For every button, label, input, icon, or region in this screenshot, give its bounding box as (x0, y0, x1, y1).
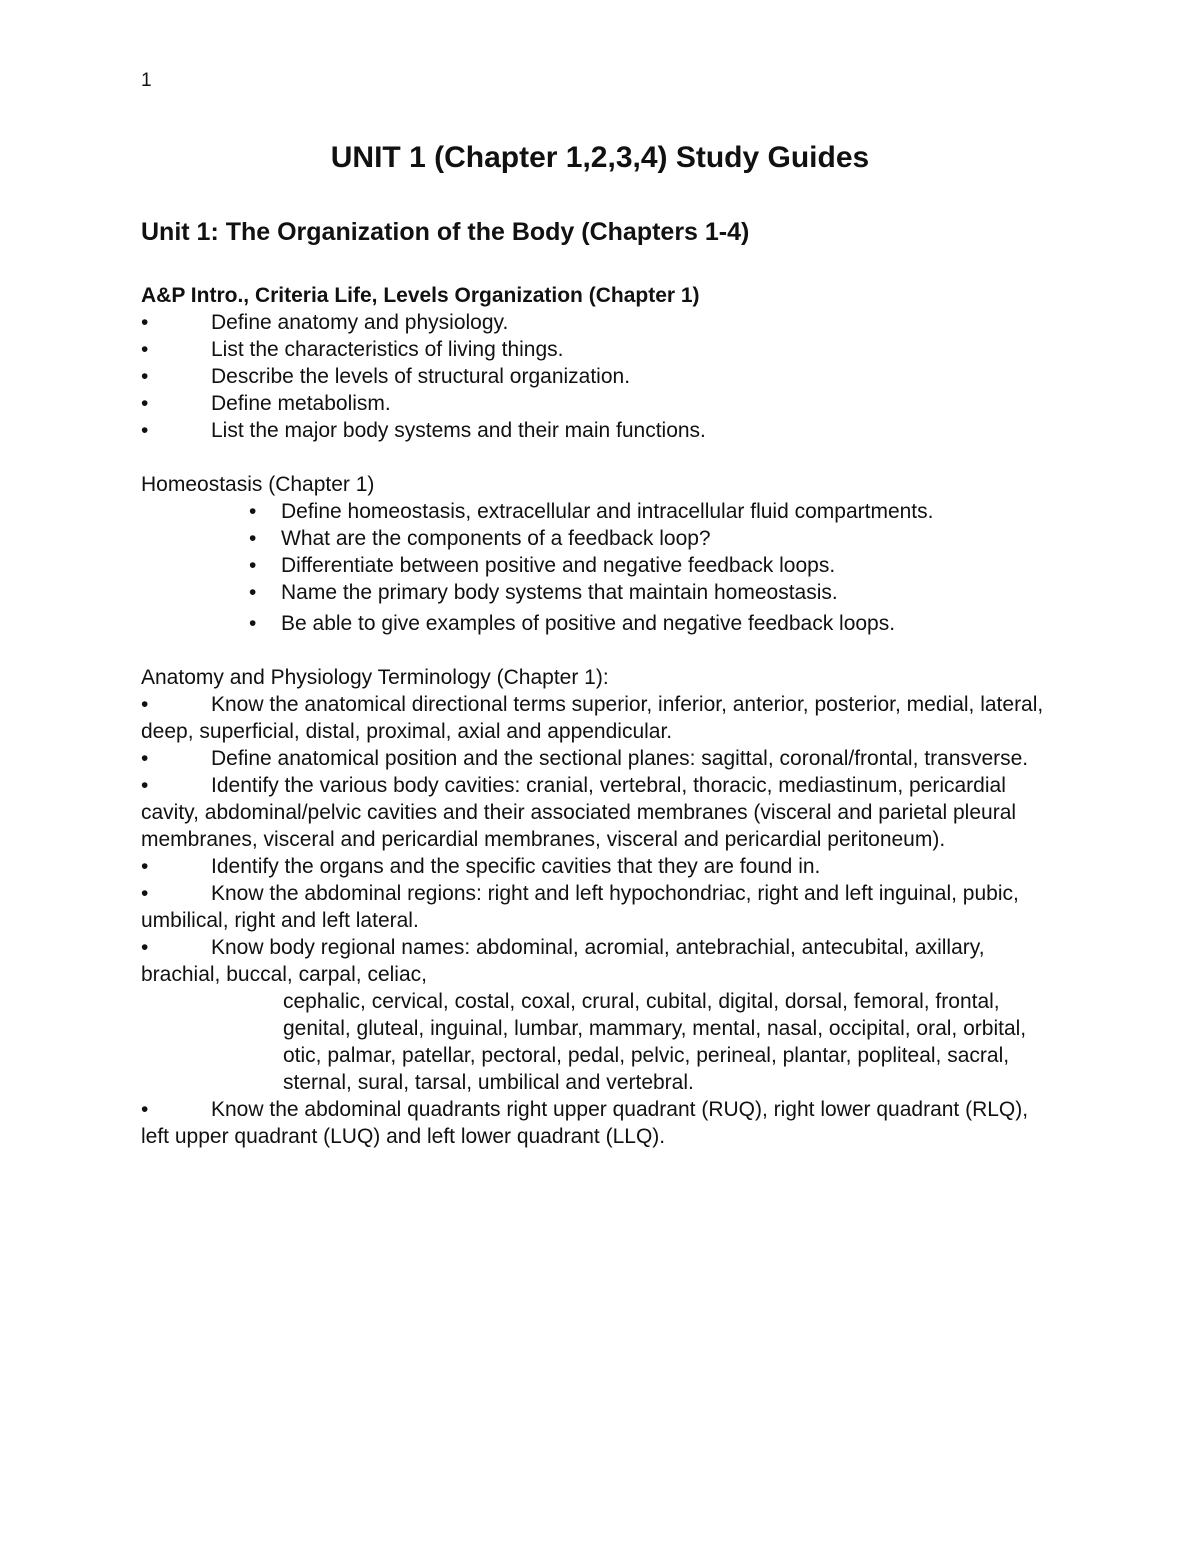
list-item-text: Differentiate between positive and negative feedback loops. (281, 554, 836, 577)
bullet-icon: • (141, 1098, 149, 1121)
bullet-icon: • (249, 527, 257, 550)
list-item-text: Define anatomical position and the sectional planes: sagittal, coronal/frontal, transverse. (211, 747, 1029, 770)
list-item-text: Know the abdominal quadrants right upper quadrant (RUQ), right lower quadrant (RLQ), left upper quadrant (LUQ) and left lower quadrant (LLQ). (141, 1098, 1029, 1148)
section-ap-intro (141, 282, 1056, 444)
list-item (141, 772, 1056, 853)
page-number: 1 (141, 70, 152, 91)
bullet-icon: • (141, 882, 149, 905)
bullet-icon: • (249, 554, 257, 577)
bullet-icon: • (141, 936, 149, 959)
bullet-icon: • (249, 612, 257, 635)
bullet-icon: • (141, 693, 149, 716)
bullet-icon: • (141, 311, 149, 334)
bullet-icon: • (141, 774, 149, 797)
section-homeostasis (141, 471, 1056, 637)
bullet-icon: • (141, 338, 149, 361)
unit-heading: Unit 1: The Organization of the Body (Chapters 1-4) (141, 218, 750, 246)
spacer (141, 637, 1056, 664)
list-item (141, 309, 1056, 336)
list-item-text: Know the abdominal regions: right and left hypochondriac, right and left inguinal, pubic, umbilical, right and left lateral. (141, 882, 1019, 932)
regional-names-continued: cephalic, cervical, costal, coxal, crural, cubital, digital, dorsal, femoral, frontal, genital, gluteal, inguinal, lumbar, mammary, mental, nasal, occipital, oral, orbital, otic, palmar, patellar, pectoral, pedal, pelvic, perineal, plantar, popliteal, sacral, sternal, sural, tarsal, umbilical and vertebral. (283, 990, 1027, 1094)
list-item (213, 552, 1056, 579)
list-item-text: List the characteristics of living things. (211, 338, 564, 361)
document-title: UNIT 1 (Chapter 1,2,3,4) Study Guides (330, 141, 870, 174)
bullet-icon: • (141, 747, 149, 770)
section-terminology (141, 664, 1056, 1150)
list-item (141, 390, 1056, 417)
list-item (141, 363, 1056, 390)
list-item (213, 525, 1056, 552)
list-item (141, 880, 1056, 934)
list-item-text: Describe the levels of structural organization. (211, 365, 631, 388)
list-item (141, 1096, 1056, 1150)
list-item-text: List the major body systems and their main functions. (211, 419, 706, 442)
list-item (213, 579, 1056, 606)
list-item-text: Know the anatomical directional terms superior, inferior, anterior, posterior, medial, lateral, deep, superficial, distal, proximal, axial and appendicular. (141, 693, 1044, 743)
section-heading: Homeostasis (Chapter 1) (141, 473, 375, 496)
bullet-list (213, 498, 1056, 637)
list-item-text: Identify the organs and the specific cavities that they are found in. (211, 855, 821, 878)
list-item (141, 853, 1056, 880)
bullet-icon: • (249, 581, 257, 604)
list-item (213, 610, 1056, 637)
list-item-text: Identify the various body cavities: cranial, vertebral, thoracic, mediastinum, pericardial cavity, abdominal/pelvic cavities and their associated membranes (visceral and parietal pleural membranes, visceral and pericardial membranes, visceral and pericardial peritoneum). (141, 774, 1017, 851)
section-heading: Anatomy and Physiology Terminology (Chapter 1): (141, 666, 609, 689)
bullet-icon: • (141, 855, 149, 878)
spacer (141, 444, 1056, 471)
list-item (141, 336, 1056, 363)
bullet-list (141, 691, 1056, 1150)
section-heading: A&P Intro., Criteria Life, Levels Organization (Chapter 1) (141, 284, 700, 307)
list-item-text: Be able to give examples of positive and negative feedback loops. (281, 612, 896, 635)
list-item-text: Name the primary body systems that maintain homeostasis. (281, 581, 838, 604)
list-item-text: Define anatomy and physiology. (211, 311, 509, 334)
list-item-text: What are the components of a feedback loop? (281, 527, 711, 550)
list-item-text: Define homeostasis, extracellular and intracellular fluid compartments. (281, 500, 934, 523)
document-body (141, 282, 1056, 1150)
bullet-icon: • (141, 365, 149, 388)
list-item (141, 691, 1056, 745)
bullet-list (141, 309, 1056, 444)
bullet-icon: • (249, 500, 257, 523)
list-item (141, 934, 1056, 1096)
list-item (213, 498, 1056, 525)
list-item (141, 417, 1056, 444)
list-item (141, 745, 1056, 772)
list-item-text: Know body regional names: abdominal, acromial, antebrachial, antecubital, axillary, brachial, buccal, carpal, celiac, (141, 936, 985, 986)
bullet-icon: • (141, 392, 149, 415)
bullet-icon: • (141, 419, 149, 442)
list-item-text: Define metabolism. (211, 392, 391, 415)
